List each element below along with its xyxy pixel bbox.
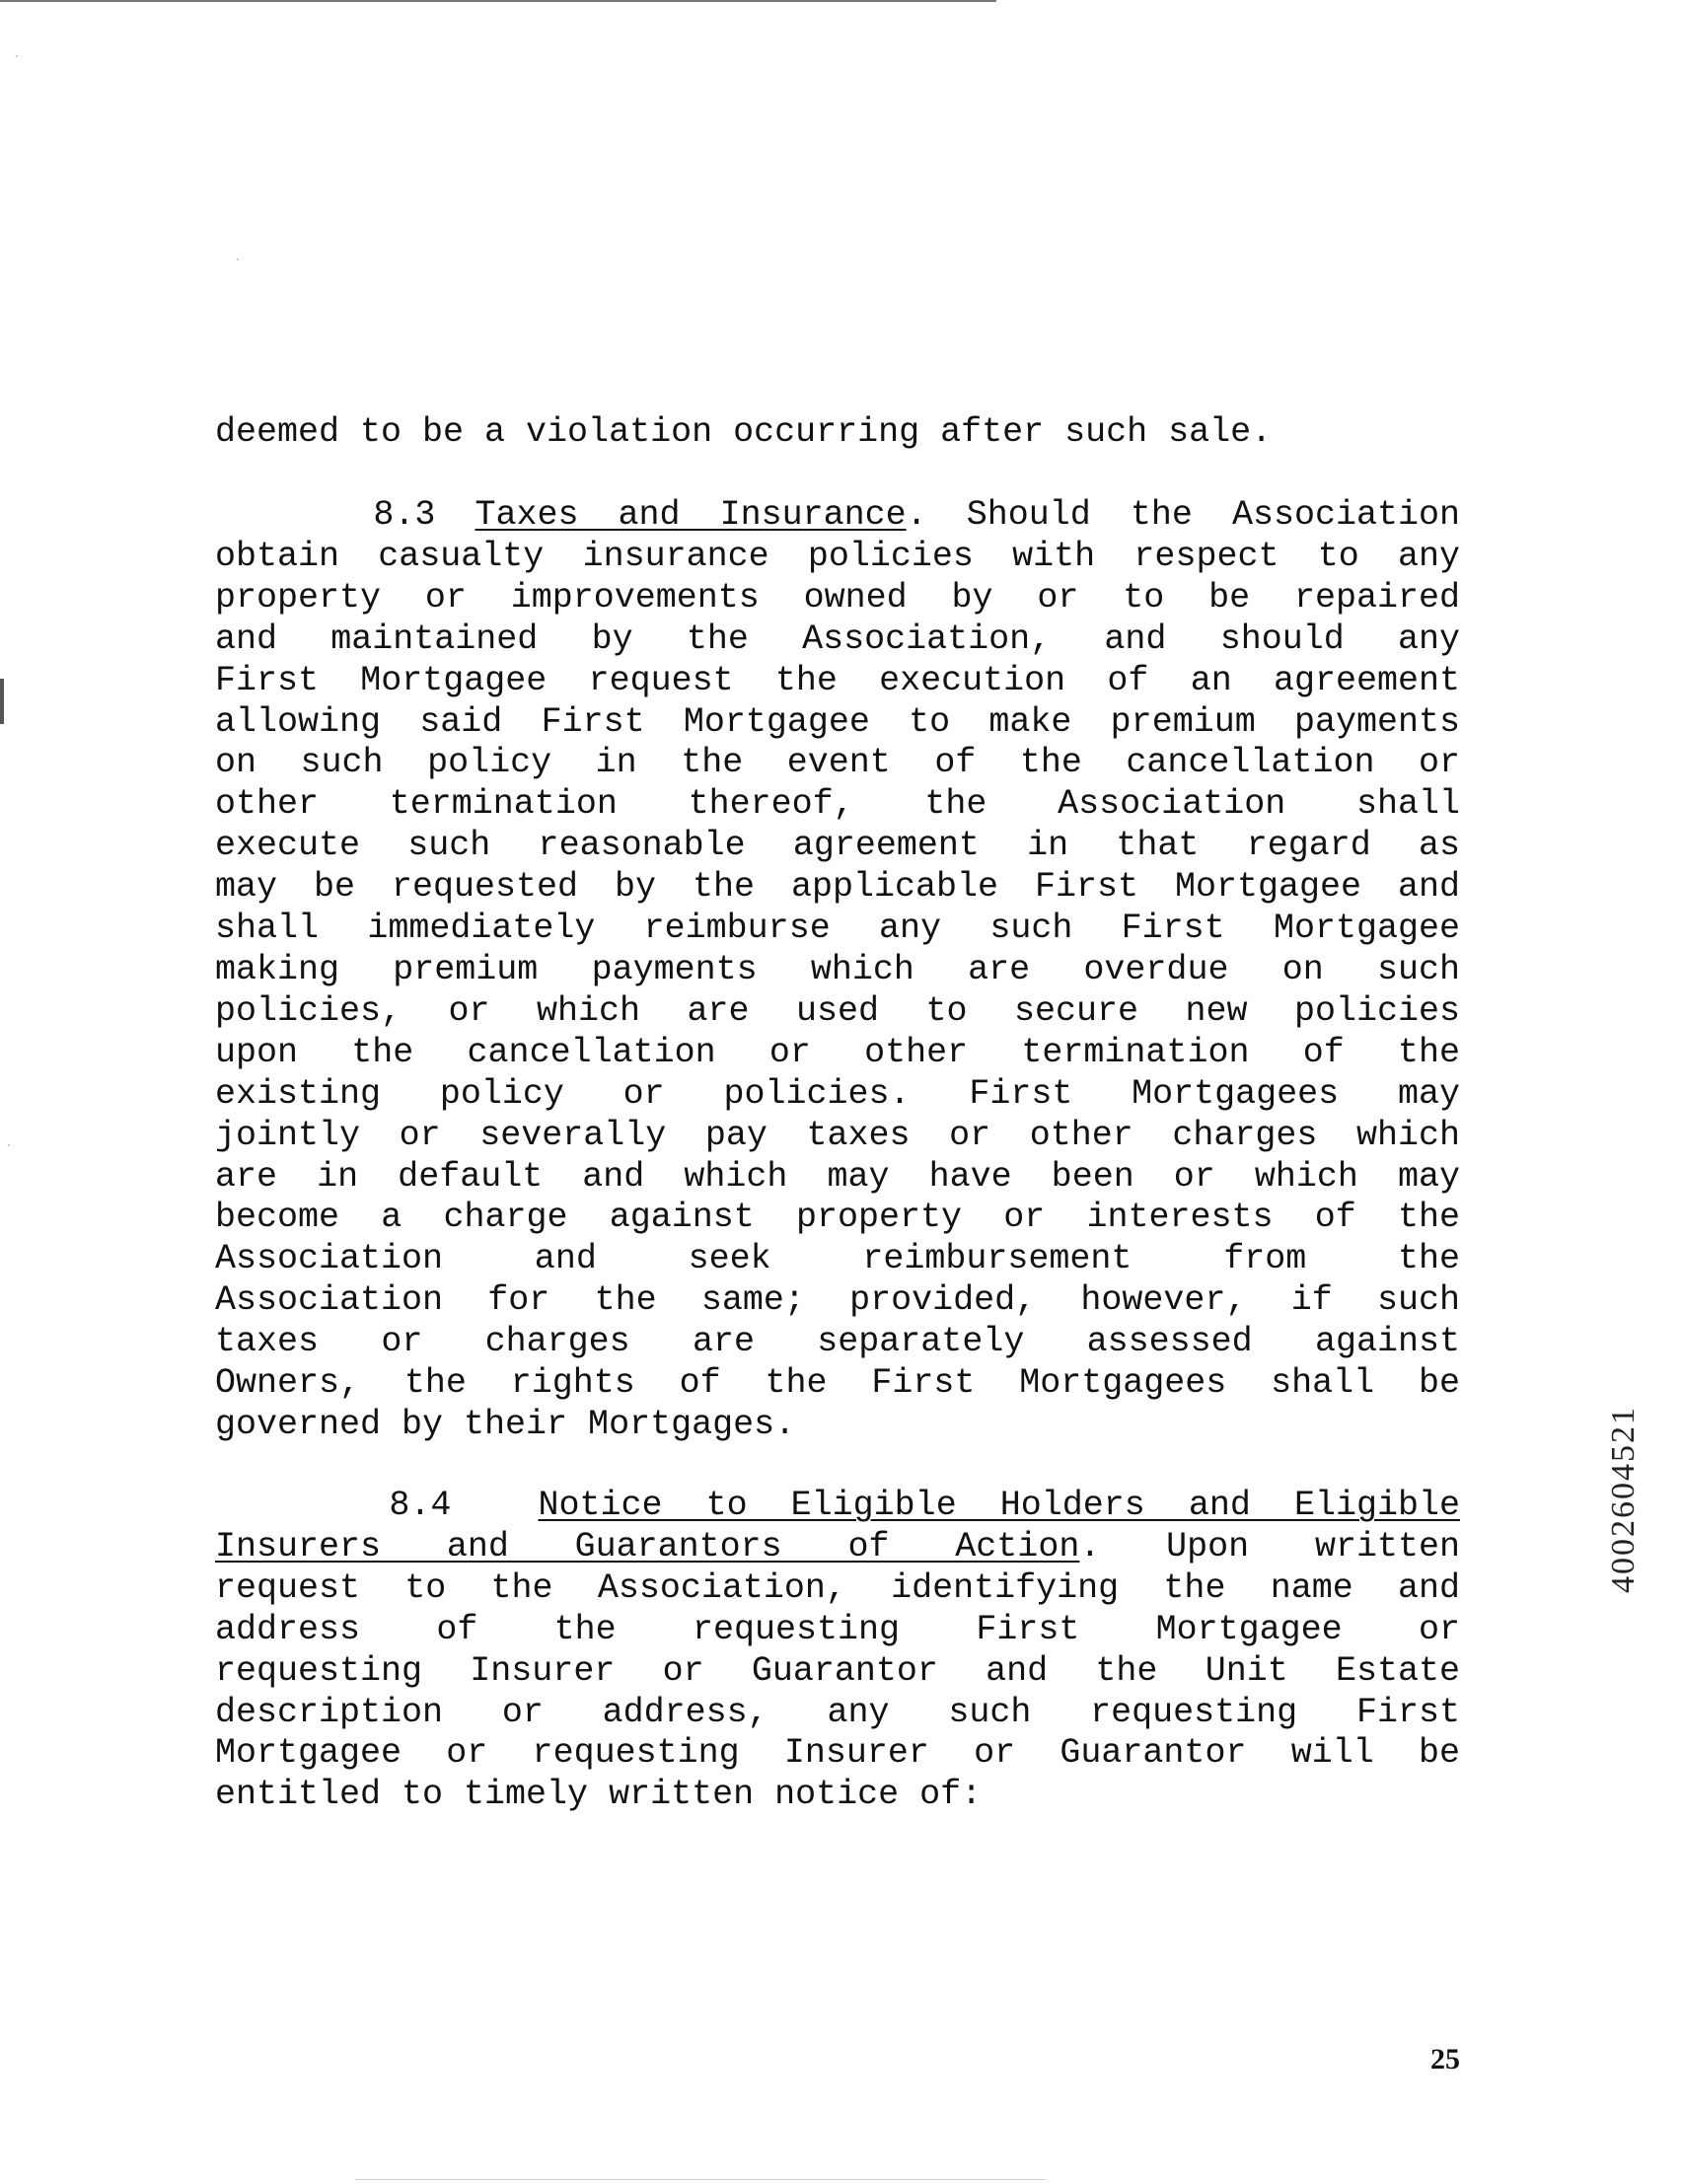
text-line: requesting Insurer or Guarantor and the Unit Estate [215,1650,1460,1691]
text-line: description or address, any such requesting First [215,1692,1460,1732]
section-8-3-last-line: governed by their Mortgages. [215,1404,796,1444]
text-line: allowing said First Mortgagee to make premium payments [215,701,1460,742]
text-line: jointly or severally pay taxes or other charges which [215,1115,1460,1155]
section-8-3-paragraph [215,495,1460,1446]
section-8-4-second-line [215,1527,1460,1568]
text-line: upon the cancellation or other termination of the [215,1032,1460,1072]
text-line: deemed to be a violation occurring after such sale. [215,412,1273,452]
section-8-3-number: 8.3 [373,495,436,535]
text-line: taxes or charges are separately assessed against [215,1322,1460,1362]
scan-speck [8,1144,10,1146]
text-line: Owners, the rights of the First Mortgagees shall be [215,1363,1460,1404]
text-line: making premium payments which are overdue on such [215,949,1460,989]
text-line: Association for the same; provided, however, if such [215,1280,1460,1321]
text-line: are in default and which may have been or which may [215,1156,1460,1197]
section-8-4-last-line: entitled to timely written notice of: [215,1775,983,1815]
continuation-paragraph [215,412,1460,454]
text-line: execute such reasonable agreement in that regard as [215,826,1460,866]
text-line: and maintained by the Association, and should any [215,619,1460,659]
text-line: other termination thereof, the Association shall [215,784,1460,825]
text-line: Mortgagee or requesting Insurer or Guarantor will be [215,1733,1460,1774]
scan-edge-mark [0,679,4,724]
scan-top-rule [0,0,996,2]
text-line: shall immediately reimburse any such First Mortgagee [215,909,1460,949]
scan-speck [237,258,239,260]
section-8-4-heading-line-2: Insurers and Guarantors of Action [215,1526,1080,1566]
text-line: address of the requesting First Mortgagee or [215,1609,1460,1649]
section-8-4-heading-line-1: Notice to Eligible Holders and Eligible [538,1486,1460,1525]
text-line: obtain casualty insurance policies with respect to any [215,536,1460,576]
section-8-4-second-line-rest: . Upon written [1079,1526,1460,1566]
text-line: property or improvements owned by or to be repaired [215,577,1460,618]
text-line: Association and seek reimbursement from the [215,1239,1460,1279]
section-8-3-heading: Taxes and Insurance [475,495,907,535]
scan-speck [16,55,18,57]
page-number: 25 [1430,2043,1460,2075]
section-8-4-first-line [215,1486,1460,1527]
document-side-number: 4002604521 [1605,1406,1642,1593]
section-8-3-first-line [215,495,1460,537]
text-line: may be requested by the applicable First Mortgagee and [215,867,1460,908]
text-line: request to the Association, identifying the name and [215,1567,1460,1608]
section-8-4-number: 8.4 [389,1486,452,1525]
text-line: on such policy in the event of the cancellation or [215,743,1460,783]
section-8-3-first-line-rest: . Should the Association [906,495,1460,535]
section-8-4-body [215,1568,1460,1776]
section-8-4-paragraph [215,1486,1460,1816]
text-line: policies, or which are used to secure new policies [215,990,1460,1031]
text-line: become a charge against property or interests of the [215,1198,1460,1238]
text-line: First Mortgagee request the execution of an agreement [215,660,1460,700]
scan-bottom-rule [355,2179,1046,2180]
section-8-3-body [215,537,1460,1405]
text-line: existing policy or policies. First Mortgagees may [215,1073,1460,1114]
